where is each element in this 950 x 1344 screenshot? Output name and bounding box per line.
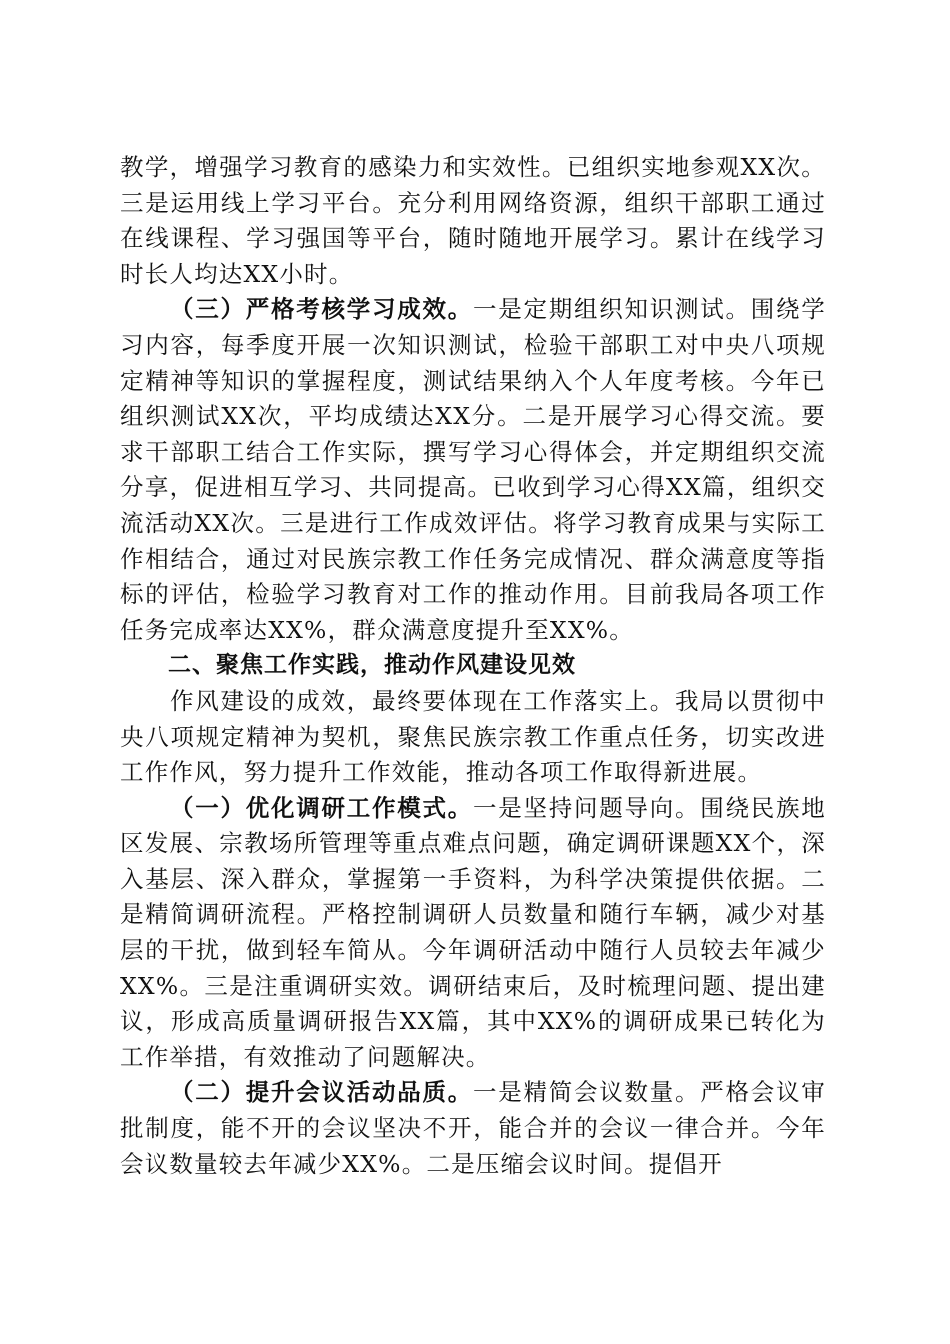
section-heading-work-practice: 二、聚焦工作实践，推动作风建设见效 [168,652,576,679]
paragraph-research [120,791,826,1076]
paragraph-meetings [120,1075,826,1182]
paragraph-assessment-body: 一是定期组织知识测试。围绕学习内容，每季度开展一次知识测试，检验干部职工对中央八项规定精神等知识的掌握程度，测试结果纳入个人年度考核。今年已组织测试XX次，平均成绩达XX分。二是开展学习心得交流。要求干部职工结合工作实际，撰写学习心得体会，并定期组织交流分享，促进相互学习、共同提高。已收到学习心得XX篇，组织交流活动XX次。三是进行工作成效评估。将学习教育成果与实际工作相结合，通过对民族宗教工作任务完成情况、群众满意度等指标的评估，检验学习教育对工作的推动作用。目前我局各项工作任务完成率达XX%，群众满意度提升至XX%。 [120,295,826,644]
paragraph-assessment [120,292,826,648]
paragraph-meetings-body: 一是精简会议数量。严格会议审批制度，能不开的会议坚决不开，能合并的会议一律合并。今年会议数量较去年减少XX%。二是压缩会议时间。提倡开 [120,1078,826,1178]
subsection-title-research: （一）优化调研工作模式。 [170,793,474,822]
subsection-title-assessment: （三）严格考核学习成效。 [170,295,474,324]
paragraph-section-intro: 作风建设的成效，最终要体现在工作落实上。我局以贯彻中央八项规定精神为契机，聚焦民族宗教工作重点任务，切实改进工作作风，努力提升工作效能，推动各项工作取得新进展。 [120,686,826,787]
subsection-title-meetings: （二）提升会议活动品质。 [170,1078,474,1107]
document-page [120,150,826,1182]
paragraph-continued: 教学，增强学习教育的感染力和实效性。已组织实地参观XX次。三是运用线上学习平台。充分利用网络资源，组织干部职工通过在线课程、学习强国等平台，随时随地开展学习。累计在线学习时长人均达XX小时。 [120,153,826,288]
paragraph-research-body: 一是坚持问题导向。围绕民族地区发展、宗教场所管理等重点难点问题，确定调研课题XX个，深入基层、深入群众，掌握第一手资料，为科学决策提供依据。二是精简调研流程。严格控制调研人员数量和随行车辆，减少对基层的干扰，做到轻车简从。今年调研活动中随行人员较去年减少XX%。三是注重调研实效。调研结束后，及时梳理问题、提出建议，形成高质量调研报告XX篇，其中XX%的调研成果已转化为工作举措，有效推动了问题解决。 [120,793,826,1071]
